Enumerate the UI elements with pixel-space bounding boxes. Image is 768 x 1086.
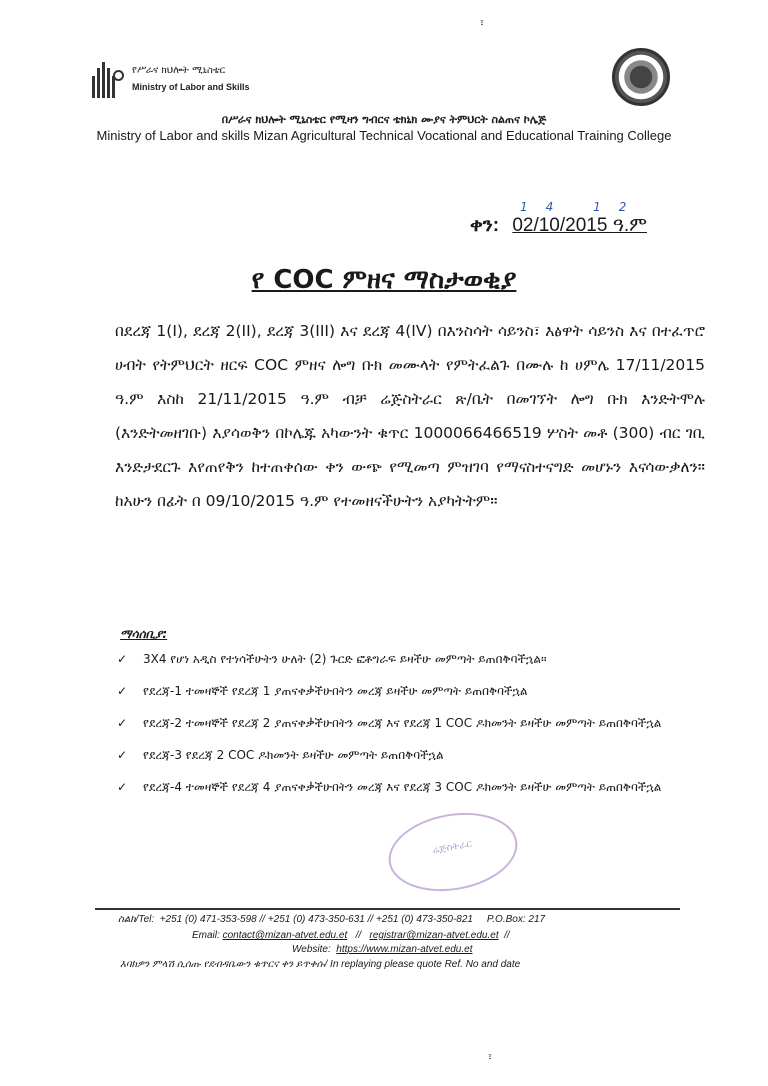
date-value: 02/10/2015 ዓ.ም (512, 215, 647, 236)
date-line (470, 215, 647, 237)
check-icon: ✓ (117, 652, 128, 666)
footer-reply-note: እባክዎን ምላሽ ሲሰጡ የደብዳቤውን ቁጥርና ቀን ይጥቀሱ/ In replaying please quote Ref. No and date (120, 959, 521, 970)
list-item: ✓ የደረጃ-4 ተመዛኞች የደረጃ 4 ያጠናቀቃችሁበትን መረጃ እና የደረጃ 3 COC ዶክመንት ይዛችሁ መምጣት ይጠበቅባችኋል (117, 774, 717, 800)
bottom-mark: ፣ (488, 1052, 493, 1063)
email-link-contact[interactable]: contact@mizan-atvet.edu.et (222, 930, 348, 941)
announcement-body: በደረጃ 1(I), ደረጃ 2(II), ደረጃ 3(III) እና ደረጃ 4(IV) በእንስሳት ሳይንስ፣ እፅዋት ሳይንስ እና በተፈጥሮ ሀብት የትምህርት ዘርፍ COC ምዘና ሎግ ቡክ መሙላት የምትፈልጉ በሙሉ ከ ሀምሌ 17/11/2015 ዓ.ም እስከ 21/11/2015 ዓ.ም ብቻ ሬጅስትራር ጽ/ቤት በመገኘት ሎግ ቡክ እንድትሞሉ (እንድትመዘገቡ) እያሳወቅን በኮሌጁ አካውንት ቁጥር 1000066466519 ሦስት መቶ (300) ብር ገቢ እንድታደርጉ እየጠየቅን ከተጠቀሰው ቀን ውጭ የሚመጣ ምዝገባ የማናስተናግድ መሆኑን እናሳውቃለን። ከአሁን በፊት በ 09/10/2015 ዓ.ም የተመዘናችሁትን አያካትትም። (115, 322, 705, 510)
ministry-name-english: Ministry of Labor and Skills (132, 82, 250, 92)
gear-icon (113, 70, 124, 81)
footer-email-line: Email: contact@mizan-atvet.edu.et // registrar@mizan-atvet.edu.et // (192, 930, 510, 941)
check-icon: ✓ (117, 780, 128, 794)
college-name-amharic: በሥራና ክህሎት ሚኒስቴር የሚዛን ግብርና ቴክኒክ ሙያና ትምህርት ስልጠና ኮሌጅ (221, 113, 547, 126)
website-link[interactable]: https://www.mizan-atvet.edu.et (336, 944, 473, 955)
email-link-registrar[interactable]: registrar@mizan-atvet.edu.et (369, 930, 499, 941)
notes-list (117, 646, 717, 806)
footer-divider (95, 908, 680, 910)
page-title (0, 265, 768, 296)
ministry-name-amharic: የሥራና ክህሎት ሚኒስቴር (132, 65, 226, 76)
footer-website-line: Website: https://www.mizan-atvet.edu.et (292, 944, 473, 955)
footer-phone-line: ስልክ/Tel: +251 (0) 471-353-598 // +251 (0) 473-350-631 // +251 (0) 473-350-821 P.O.Box: 217 (118, 914, 546, 925)
list-item: ✓ የደረጃ-1 ተመዛኞች የደረጃ 1 ያጠናቀቃችሁበትን መረጃ ይዛችሁ መምጣት ይጠበቅባችኋል (117, 678, 717, 704)
check-icon: ✓ (117, 748, 128, 762)
check-icon: ✓ (117, 684, 128, 698)
list-item: ✓ የደረጃ-2 ተመዛኞች የደረጃ 2 ያጠናቀቃችሁበትን መረጃ እና የደረጃ 1 COC ዶክመንት ይዛችሁ መምጣት ይጠበቅባችኋል (117, 710, 717, 736)
list-item: ✓ የደረጃ-3 የደረጃ 2 COC ዶክመንት ይዛችሁ መምጣት ይጠበቅባችኋል (117, 742, 717, 768)
college-name-english: Ministry of Labor and skills Mizan Agricultural Technical Vocational and Educational Training College (96, 128, 672, 143)
date-label: ቀን: (470, 215, 500, 236)
check-icon: ✓ (117, 716, 128, 730)
notes-heading: ማሳሰቢያ: (120, 627, 168, 641)
handwritten-date-correction: 14 12 (520, 200, 645, 214)
list-item: ✓ 3X4 የሆነ አዲስ የተነሳችሁትን ሁለት (2) ጉርድ ፎቶግራፍ ይዛችሁ መምጣት ይጠበቅባችኋል። (117, 646, 717, 672)
registrar-stamp: ሬጅስትራር (382, 803, 523, 900)
page-title-text: የ COC ምዘና ማስታወቂያ (251, 265, 517, 295)
top-mark: ፣ (480, 18, 485, 29)
college-seal-icon (612, 48, 670, 106)
